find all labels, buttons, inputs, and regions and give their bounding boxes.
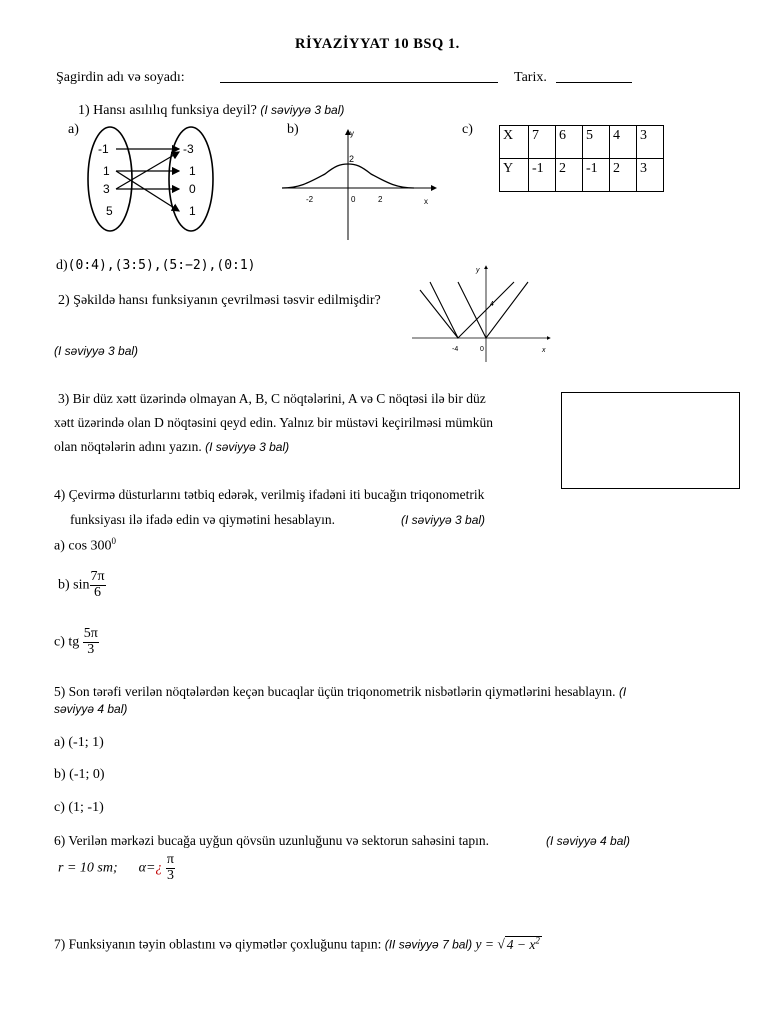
- question-1-level: (I səviyyə 3 bal): [260, 103, 345, 117]
- table-cell: 2: [610, 159, 637, 192]
- table-cell: -1: [583, 159, 610, 192]
- question-4-c: c) tg $\frac{5\pi}{3}$: [54, 626, 98, 657]
- domain-value: 1: [103, 164, 110, 178]
- date-label: Tarix.: [514, 70, 547, 85]
- y-axis-label: y: [476, 267, 480, 274]
- question-3-line-3: olan nöqtələrin adını yazın. (I səviyyə 3 bal): [54, 439, 290, 454]
- alpha-prefix: α=: [138, 860, 156, 876]
- question-4-level: (I səviyyə 3 bal): [401, 513, 486, 527]
- name-label: Şagirdin adı və soyadı:: [56, 70, 185, 85]
- domain-value: 3: [103, 182, 110, 196]
- range-value: 0: [189, 182, 196, 196]
- radius-value: r = 10 sm;: [58, 860, 118, 876]
- date-field[interactable]: [556, 82, 632, 83]
- table-header-x: X: [500, 126, 529, 159]
- table-cell: 6: [556, 126, 583, 159]
- function-table: [499, 125, 664, 192]
- question-5-level-a: (I: [618, 685, 627, 699]
- question-7-text: 7) Funksiyanın təyin oblastını və qiymətlər çoxluğunu tapın: (II səviyyə 7 bal) y = √ $4 - x^2$: [54, 935, 540, 952]
- option-d: [56, 258, 256, 274]
- question-6-given: [58, 853, 175, 883]
- abs-graph-shifted: [420, 290, 458, 338]
- origin-label: 0: [480, 346, 484, 353]
- table-cell: 5: [583, 126, 610, 159]
- question-5-b: b) (-1; 0): [54, 767, 105, 782]
- range-value: 1: [189, 164, 196, 178]
- x-axis-label: x: [542, 347, 546, 354]
- fraction: $\frac{7\pi}{6}$: [90, 569, 105, 600]
- range-value: -3: [183, 142, 194, 156]
- table-row: [500, 159, 664, 192]
- x-tick: 2: [378, 195, 383, 204]
- fraction: $\frac{5\pi}{3}$: [83, 626, 98, 657]
- question-5-a: a) (-1; 1): [54, 735, 104, 750]
- answer-box[interactable]: [561, 392, 740, 489]
- table-cell: -1: [529, 159, 556, 192]
- abs-graph-v: [458, 282, 528, 338]
- question-3-line-1: 3) Bir düz xətt üzərində olmayan A, B, C nöqtələrini, A və C nöqtəsi ilə bir düz: [58, 391, 486, 406]
- transformation-graph: [410, 260, 556, 366]
- x-axis-label: x: [424, 197, 428, 206]
- option-b-label: b): [287, 122, 299, 137]
- table-row: [500, 126, 664, 159]
- domain-value: -1: [98, 142, 109, 156]
- option-d-label: d): [56, 258, 68, 273]
- sqrt-icon: √: [497, 936, 505, 952]
- table-cell: 3: [637, 159, 664, 192]
- y-axis-label: y: [350, 129, 354, 138]
- question-2-text: 2) Şəkildə hansı funksiyanın çevrilməsi təsvir edilmişdir?: [58, 293, 381, 308]
- question-6-level: (I səviyyə 4 bal): [546, 834, 631, 848]
- x-tick: -4: [452, 346, 459, 353]
- domain-value: 5: [106, 204, 113, 218]
- x-tick: 0: [351, 195, 356, 204]
- question-4-b: b) sin $\frac{7\pi}{6}$: [58, 569, 105, 600]
- table-cell: 3: [637, 126, 664, 159]
- page-title: RİYAZİYYAT 10 BSQ 1.: [295, 36, 460, 52]
- question-6-text: 6) Verilən mərkəzi bucağa uyğun qövsün uzunluğunu və sektorun sahəsini tapın.: [54, 833, 490, 848]
- x-tick: -2: [306, 195, 314, 204]
- radicand: $4 - x^2$: [506, 935, 540, 952]
- formula: y = √ $4 - x^2$: [475, 935, 540, 952]
- alpha-glyph: ¿: [155, 860, 163, 876]
- option-a-label: a): [68, 122, 79, 137]
- question-4-line-1: 4) Çevirmə düsturlarını tətbiq edərək, verilmiş ifadəni iti bucağın triqonometrik: [54, 487, 485, 502]
- question-1-text: 1) Hansı asılılıq funksiya deyil? (I səviyyə 3 bal): [78, 103, 345, 118]
- bell-curve-graph: [280, 126, 440, 242]
- peak-label: 2: [349, 154, 355, 164]
- table-cell: 4: [610, 126, 637, 159]
- mapping-diagram: [86, 126, 226, 234]
- question-2-level: (I səviyyə 3 bal): [54, 344, 139, 358]
- table-cell: 7: [529, 126, 556, 159]
- fraction: $\frac{\pi}{3}$: [166, 852, 174, 883]
- question-3-level: (I səviyyə 3 bal): [205, 440, 290, 454]
- table-header-y: Y: [500, 159, 529, 192]
- question-4-line-2: funksiyası ilə ifadə edin və qiymətini hesablayın.: [70, 512, 336, 527]
- question-4-a: a) $\cos 300^0$: [54, 536, 117, 554]
- y-tick: 4: [490, 301, 494, 308]
- question-5-c: c) (1; -1): [54, 800, 104, 815]
- option-d-pairs: (0:4),(3:5),(5:−2),(0:1): [67, 258, 256, 273]
- question-5-text: 5) Son tərəfi verilən nöqtələrdən keçən bucaqlar üçün triqonometrik nisbətlərin qiymətlərini hesablayın. (I: [54, 684, 627, 699]
- name-field[interactable]: [220, 82, 498, 83]
- question-3-line-2: xətt üzərində olan D nöqtəsini qeyd edin. Yalnız bir müstəvi keçirilməsi mümkün: [54, 415, 494, 430]
- option-c-label: c): [462, 122, 473, 137]
- range-value: 1: [189, 204, 196, 218]
- degree-sup: 0: [111, 536, 117, 546]
- table-cell: 2: [556, 159, 583, 192]
- question-7-level: (II səviyyə 7 bal): [384, 937, 473, 952]
- question-5-level-b: səviyyə 4 bal): [54, 702, 128, 716]
